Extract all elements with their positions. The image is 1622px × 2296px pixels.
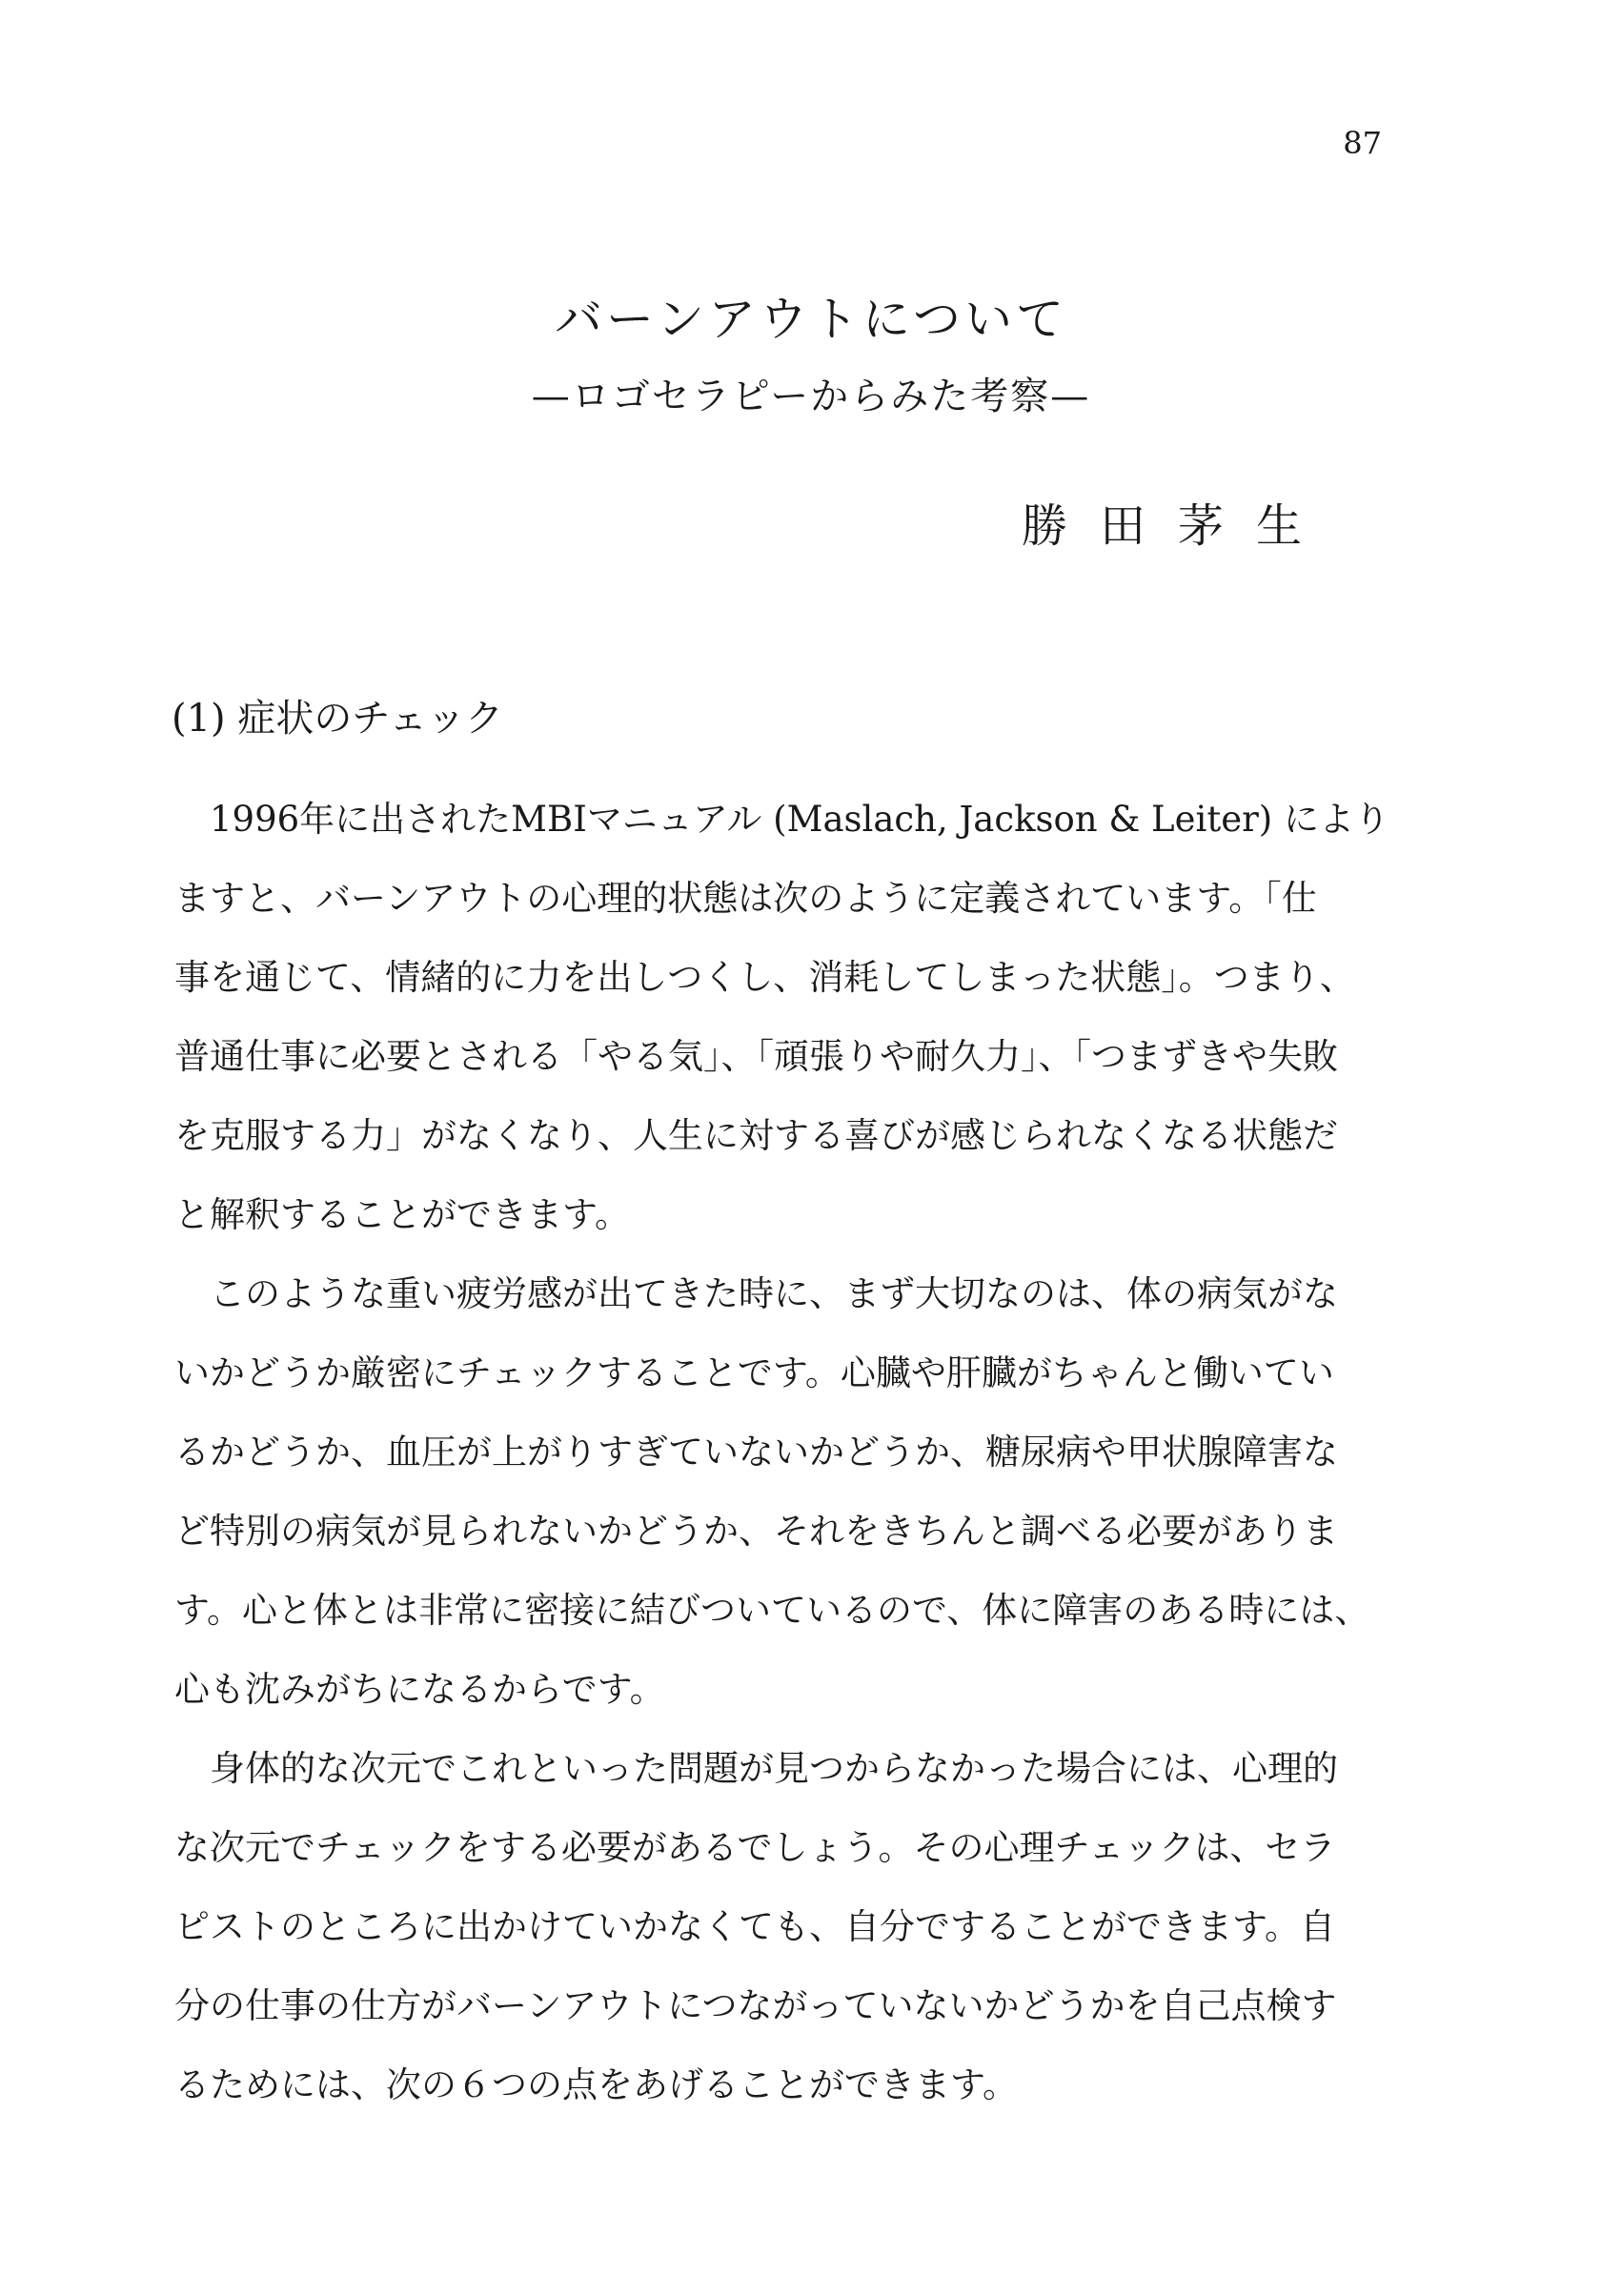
body-line: 心も沈みがちになるからです。 [174,1669,665,1710]
body-line: す。心と体とは非常に密接に結びついているので、体に障害のある時には、 [174,1590,1370,1631]
body-text [174,793,1390,2138]
body-line: ピストのところに出かけていかなくても、自分ですることができます。自 [174,1906,1336,1947]
body-line: このような重い疲労感が出てきた時に、まず大切なのは、体の病気がな [174,1273,1338,1314]
body-line: な次元でチェックをする必要があるでしょう。その心理チェックは、セラ [174,1827,1336,1868]
body-line: るかどうか、血圧が上がりすぎていないかどうか、糖尿病や甲状腺障害な [174,1432,1338,1473]
body-line: 1996年に出されたMBIマニュアル (Maslach, Jackson & Leiter) により [174,799,1390,840]
section-heading: (1) 症状のチェック [172,697,504,741]
body-line: るためには、次の６つの点をあげることができます。 [174,2064,1019,2105]
body-line: 事を通じて、情緒的に力を出しつくし、消耗してしまった状態」。つまり、 [174,957,1355,998]
body-line: 普通仕事に必要とされる「やる気」、「頑張りや耐久力」、「つまずきや失敗 [174,1036,1338,1077]
body-line: ど特別の病気が見られないかどうか、それをきちんと調べる必要がありま [174,1511,1338,1552]
body-line: いかどうか厳密にチェックすることです。心臓や肝臓がちゃんと働いてい [174,1352,1334,1393]
article-subtitle: —ロゴセラピーからみた考察— [531,375,1091,418]
body-line: 身体的な次元でこれといった問題が見つからなかった場合には、心理的 [174,1748,1338,1789]
body-line: を克服する力」がなくなり、人生に対する喜びが感じられなくなる状態だ [174,1115,1338,1156]
author-name: 勝田茅生 [1021,499,1334,553]
page-number: 87 [1343,125,1382,161]
body-line: ますと、バーンアウトの心理的状態は次のように定義されています。「仕 [174,878,1317,919]
body-line: 分の仕事の仕方がバーンアウトにつながっていないかどうかを自己点検す [174,1985,1337,2026]
body-line: と解釈することができます。 [174,1194,631,1235]
article-title: バーンアウトについて [555,292,1067,347]
